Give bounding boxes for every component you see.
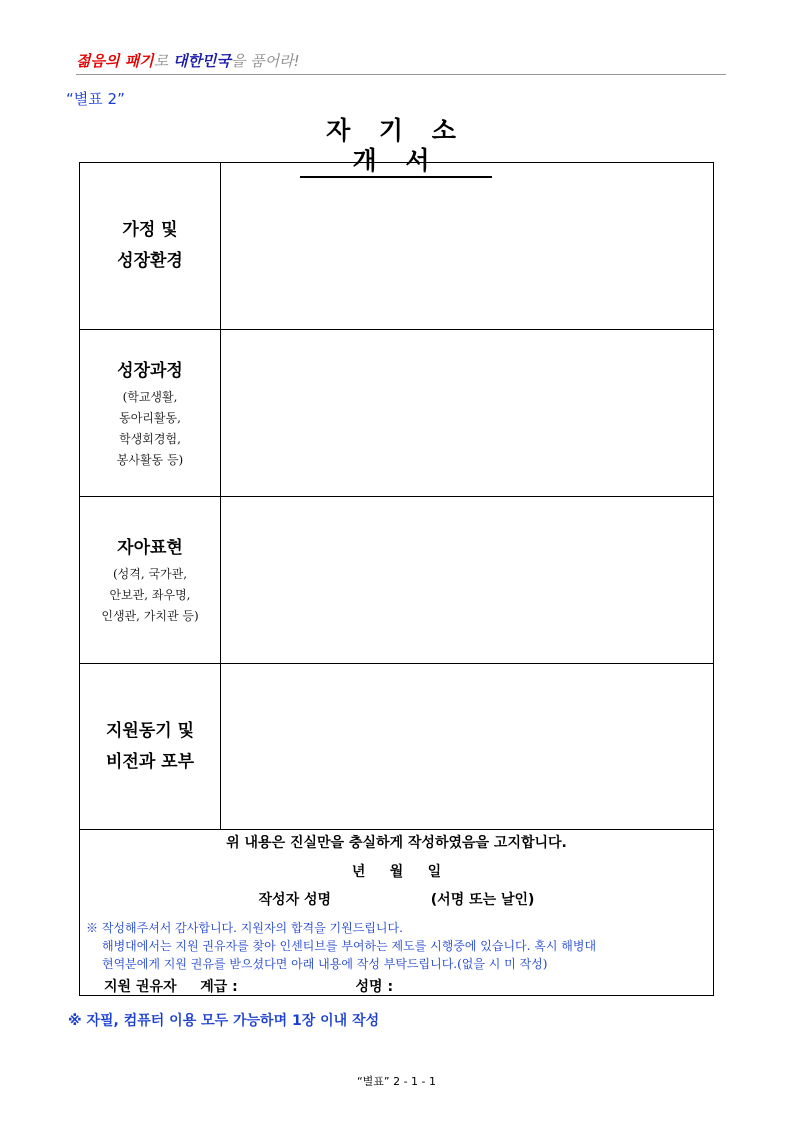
row-label-cell — [80, 664, 221, 829]
row-sublabel: (성격, 국가관, — [112, 567, 188, 581]
row-sublabel: 봉사활동 등) — [116, 452, 184, 467]
name-label: 성명 : — [355, 979, 394, 995]
document-title: 자 기 소 개 서 — [300, 116, 492, 178]
row-label-cell — [80, 330, 221, 496]
row-sublabel: 인생관, 가치관 등) — [101, 609, 199, 623]
declaration-date[interactable]: 년 월 일 — [351, 864, 442, 880]
footer-note: ※ 자필, 컴퓨터 이용 모두 가능하며 1장 이내 작성 — [68, 1013, 380, 1029]
incentive-note-cont: 현역분에게 지원 권유를 받으셨다면 아래 내용에 작성 부탁드립니다.(없을 시 미 작성) — [102, 957, 548, 971]
form-row-self-expression — [80, 497, 713, 664]
self-intro-form — [79, 162, 714, 996]
form-row-family — [80, 163, 713, 330]
row-sublabel: 학생회경험, — [119, 431, 181, 446]
header-slogan-part4: 을 품어라! — [230, 52, 300, 70]
incentive-note: 해병대에서는 지원 권유자를 찾아 인센티브를 부여하는 제도를 시행중에 있습니다. 혹시 해병대 — [102, 939, 597, 953]
self-expression-content-area[interactable] — [221, 497, 713, 663]
page-number: “별표” 2 - 1 - 1 — [356, 1075, 437, 1088]
row-label-cell — [80, 497, 221, 663]
row-label: 지원동기 및 — [105, 720, 195, 741]
declaration-statement: 위 내용은 진실만을 충실하게 작성하였음을 고지합니다. — [226, 835, 567, 851]
name-field[interactable] — [404, 981, 500, 996]
page-header — [76, 50, 726, 75]
row-label-line2: 성장환경 — [117, 251, 183, 271]
row-label: 성장과정 — [117, 360, 183, 381]
row-label: 자아표현 — [117, 538, 183, 558]
motivation-content-area[interactable] — [221, 664, 713, 829]
header-slogan-part2: 로 — [153, 52, 173, 70]
rank-label: 계급 : — [200, 979, 238, 995]
row-label-cell — [80, 163, 221, 329]
signer-label: 작성자 성명 — [258, 892, 332, 908]
row-sublabel: 안보관, 좌우명, — [109, 588, 191, 602]
thanks-note: ※ 작성해주셔서 감사합니다. 지원자의 합격을 기원드립니다. — [86, 921, 403, 935]
family-content-area[interactable] — [221, 163, 713, 329]
signer-line — [80, 889, 713, 909]
row-label: 가정 및 — [122, 220, 178, 240]
recommender-line — [104, 976, 506, 996]
rank-field[interactable] — [249, 981, 345, 996]
header-slogan-part3: 대한민국 — [172, 52, 231, 70]
row-sublabel: (학교생활, — [122, 389, 178, 404]
row-sublabel: 동아리활동, — [119, 410, 181, 425]
annex-label: “별표 2” — [66, 90, 125, 108]
row-label-line2: 비전과 포부 — [105, 751, 195, 772]
growth-content-area[interactable] — [221, 330, 713, 496]
sign-hint[interactable]: (서명 또는 날인) — [430, 892, 535, 908]
header-slogan-part1: 젊음의 패기 — [76, 52, 154, 70]
form-row-growth — [80, 330, 713, 497]
recommender-label: 지원 권유자 — [104, 979, 177, 995]
declaration-section — [80, 830, 713, 997]
form-row-motivation — [80, 664, 713, 830]
